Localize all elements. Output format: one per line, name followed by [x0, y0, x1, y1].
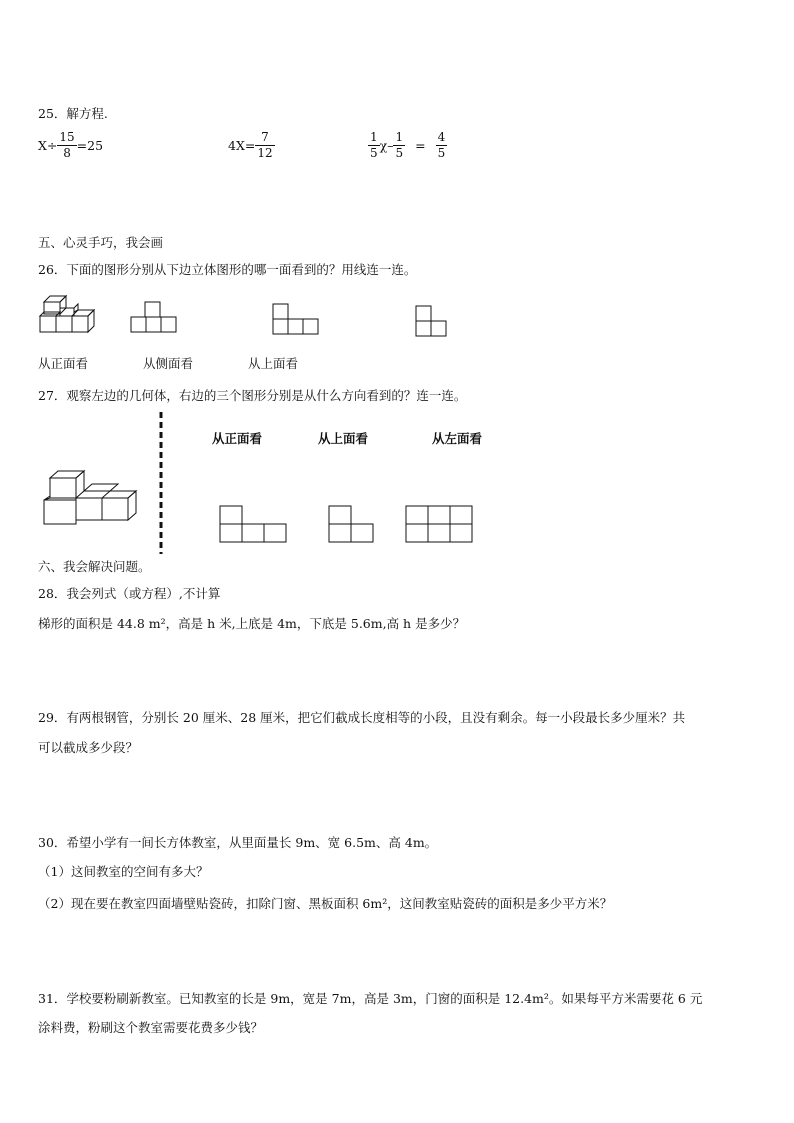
eq3-fraction-2: [393, 130, 405, 161]
eq3-f2-denominator: 5: [395, 146, 404, 160]
q26-title: 26．下面的图形分别从下边立体图形的哪一面看到的？用线连一连。: [38, 262, 417, 277]
eq1-denominator: 8: [57, 145, 76, 161]
q25-equation-1: [38, 130, 103, 161]
q30-title: 30．希望小学有一间长方体教室，从里面量长 9m、宽 6.5m、高 4m。: [38, 835, 438, 850]
q26-label-top: 从上面看: [248, 356, 299, 371]
q30-part-1: （1）这间教室的空间有多大？: [38, 864, 209, 879]
eq3-f2-numerator: 1: [395, 130, 404, 144]
q27-view-1: [218, 504, 290, 544]
q29-line-1: 29．有两根钢管，分别长 20 厘米、28 厘米，把它们截成长度相等的小段，且没有剩余。每一小段最长多少厘米？共: [38, 710, 686, 725]
q28-text: 梯形的面积是 44.8 m²，高是 h 米,上底是 4m，下底是 5.6m,高 h 是多少？: [38, 616, 466, 631]
eq1-fraction: [57, 130, 76, 161]
q28-title: 28．我会列式（或方程）,不计算: [38, 586, 221, 601]
eq3-fraction-3: [436, 130, 448, 161]
q26-view-2: [272, 302, 322, 338]
eq2-prefix: 4X=: [228, 138, 256, 153]
eq2-fraction: [255, 130, 274, 161]
eq2-denominator: 12: [257, 146, 273, 160]
q27-header-front: 从正面看: [212, 431, 263, 446]
q26-3d-figure: [38, 294, 102, 336]
section6-title: 六、我会解决问题。: [38, 559, 151, 574]
q25-equation-2: [228, 130, 275, 161]
eq3-f3-numerator: 4: [437, 130, 446, 144]
q26-label-front: 从正面看: [38, 356, 89, 371]
eq3-f1-denominator: 5: [370, 146, 378, 160]
q27-view-2: [327, 504, 379, 544]
q26-view-3: [414, 304, 450, 340]
q31-line-2: 涂料费，粉刷这个教室需要花费多少钱？: [38, 1020, 264, 1035]
q29-line-2: 可以截成多少段？: [38, 740, 139, 755]
q27-header-top: 从上面看: [318, 431, 369, 446]
eq1-prefix: X÷: [38, 138, 58, 153]
q30-part-2: （2）现在要在教室四面墙壁贴瓷砖，扣除门窗、黑板面积 6m²，这间教室贴瓷砖的面积是多少平方米？: [38, 896, 613, 911]
section5-title: 五、心灵手巧，我会画: [38, 235, 164, 250]
q27-view-3: [404, 504, 476, 544]
q25-title: 25．解方程.: [38, 106, 108, 121]
q27-3d-figure: [40, 468, 140, 530]
q26-view-1: [130, 300, 180, 336]
q27-header-left: 从左面看: [432, 431, 483, 446]
q26-label-side: 从侧面看: [143, 356, 194, 371]
eq3-f3-denominator: 5: [437, 146, 446, 160]
eq3-equals: =: [415, 138, 426, 153]
eq1-suffix: =25: [76, 138, 104, 153]
eq1-numerator: 15: [59, 130, 75, 144]
q25-equation-3: [368, 130, 447, 161]
eq3-f1-numerator: 1: [370, 130, 378, 144]
q27-title: 27．观察左边的几何体，右边的三个图形分别是从什么方向看到的？连一连。: [38, 388, 467, 403]
q27-divider: [158, 412, 164, 554]
eq3-variable: χ–: [379, 138, 394, 153]
eq3-fraction-1: [368, 130, 380, 161]
q31-line-1: 31．学校要粉刷新教室。已知教室的长是 9m，宽是 7m，高是 3m，门窗的面积是 12.4m²。如果每平方米需要花 6 元: [38, 991, 703, 1006]
eq2-numerator: 7: [261, 130, 269, 144]
